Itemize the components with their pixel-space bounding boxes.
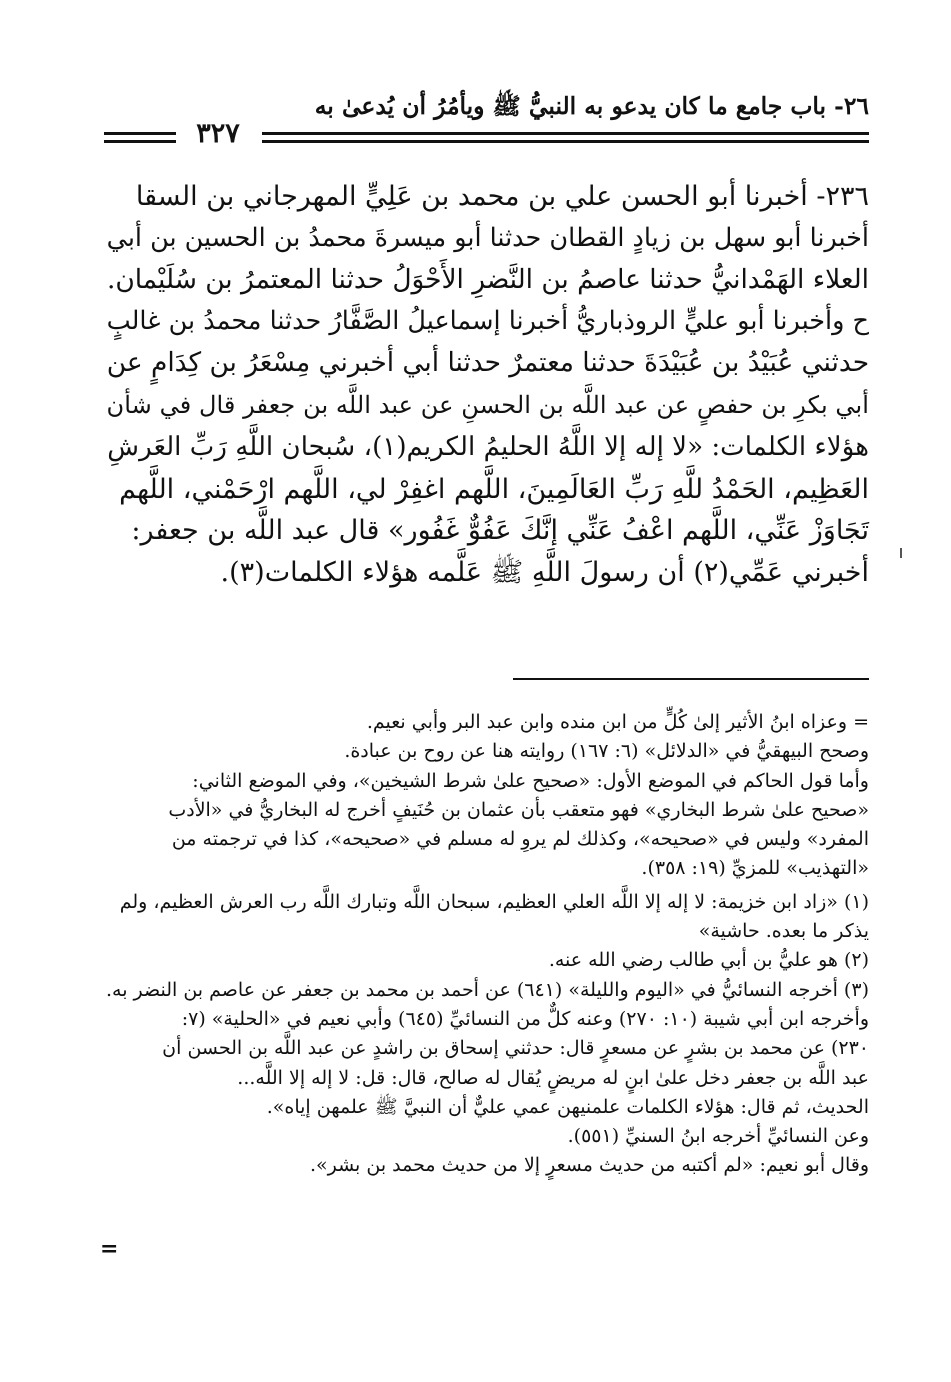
footnote-line: عبد اللَّه بن جعفر دخل علىٰ ابنٍ له مريضٍ يُقال له صالح، قال: قل: لا إله إلا اللَّه... [237,1066,869,1089]
footnote-line: (١) «زاد ابن خزيمة: لا إله إلا اللَّه العلي العظيم، سبحان اللَّه وتبارك اللَّه رب العرش العظيم، ولم [119,890,869,913]
text-line: العلاء الهَمْدانيُّ حدثنا عاصمُ بن النَّضرِ الأَحْوَلُ حدثنا المعتمرُ بن سُلَيْمان. [107,264,869,295]
footnote-line: وصحح البيهقيُّ في «الدلائل» (٦: ١٦٧) روايته هنا عن روح بن عبادة. [344,740,869,763]
margin-mark [900,548,902,558]
footnote-line: = وعزاه ابنُ الأثير إلىٰ كُلٍّ من ابن منده وابن عبد البر وأبي نعيم. [366,711,869,733]
footnote-2 [99,946,869,975]
footnote-line: «التهذيب» للمزيِّ (١٩: ٣٥٨). [641,857,869,880]
text-line: أخبرني عَمِّي(٢) أن رسولَ اللَّهِ ﷺ عَلَّمه هؤلاء الكلمات(٣). [220,557,869,589]
footnotes [99,708,869,1181]
text-line: ح وأخبرنا أبو عليٍّ الروذباريُّ أخبرنا إسماعيلُ الصَّفَّارُ حدثنا محمدُ بن غالبٍ [106,306,869,337]
footnote-separator [513,678,869,680]
continuation-mark: = [100,1236,119,1262]
header-double-rule [262,132,869,143]
footnote-line: «صحيح علىٰ شرط البخاري» فهو متعقب بأن عثمان بن حُنَيفٍ أخرج له البخاريُّ في «الأدب [168,798,869,821]
text-line: أخبرنا أبو سهل بن زيادٍ القطان حدثنا أبو ميسرةَ محمدُ بن الحسين بن أبي [106,222,869,253]
footnote-line: (٣) أخرجه النسائيُّ في «اليوم والليلة» (٦٤١) عن أحمد بن محمد بن جعفر عن عاصم بن النضر به. [105,978,869,1001]
text-line: هؤلاء الكلمات: «لا إله إلا اللَّهُ الحليمُ الكريم(١)، سُبحان اللَّهِ رَبِّ العَرشِ [107,431,869,462]
footnote-line: ٢٣٠) عن محمد بن بشرٍ عن مسعرٍ قال: حدثني إسحاق بن راشدٍ عن عبد اللَّه بن الحسن أن [162,1037,869,1060]
page-number-double-rule [104,132,176,143]
footnote-line: يذكر ما بعده. حاشية» [698,920,869,943]
footnote-line: وقال أبو نعيم: «لم أكتبه من حديث مسعرٍ إلا من حديث محمد بن بشر». [309,1154,869,1177]
footnote-line: وعن النسائيِّ أخرجه ابنُ السنيِّ (٥٥١). [567,1125,869,1148]
footnote-line: (٢) هو عليُّ بن أبي طالب رضي الله عنه. [548,949,869,972]
text-line: العَظِيم، الحَمْدُ للَّهِ رَبِّ العَالَمِينَ، اللَّهم اغفِرْ لي، اللَّهم ارْحَمْني، اللَّهم [119,473,869,505]
footnote-carryover [99,708,869,884]
footnote-3 [99,976,869,1181]
chapter-heading: ٢٦- باب جامع ما كان يدعو به النبيُّ ﷺ ويأمُرُ أن يُدعىٰ به [314,92,869,120]
footnote-line: وأما قول الحاكم في الموضع الأول: «صحيح علىٰ شرط الشيخين»، وفي الموضع الثاني: [192,769,869,792]
page-number: ٣٢٧ [196,118,240,149]
text-line: تَجَاوَزْ عَنِّي، اللَّهم اعْفُ عَنِّي إنَّكَ عَفُوٌّ غَفُور» قال عبد اللَّه بن جعفر: [131,515,869,547]
footnote-line: المفرد» وليس في «صحيحه»، وكذلك لم يروِ له مسلم في «صحيحه»، كذا في ترجمته من [171,828,869,851]
text-line: ٢٣٦- أخبرنا أبو الحسن علي بن محمد بن عَلِيٍّ المهرجاني بن السقا [135,181,869,212]
footnote-line: وأخرجه ابن أبي شيبة (١٠: ٢٧٠) وعنه كلٌّ من النسائيِّ (٦٤٥) وأبي نعيم في «الحلية» (٧: [181,1007,869,1030]
footnote-1 [99,888,869,947]
text-line: حدثني عُبَيْدُ بن عُبَيْدَةَ حدثنا معتمرٌ حدثنا أبي أخبرني مِسْعَرُ بن كِدَامٍ عن [106,348,869,379]
footnote-line: الحديث، ثم قال: هؤلاء الكلمات علمنيهن عمي عليٌّ أن النبيَّ ﷺ علمهن إياه». [266,1095,869,1118]
hadith-text [99,176,869,594]
text-line: أبي بكرِ بن حفصٍ عن عبد اللَّه بن الحسنِ عن عبد اللَّه بن جعفر قال في شأن [106,390,869,419]
